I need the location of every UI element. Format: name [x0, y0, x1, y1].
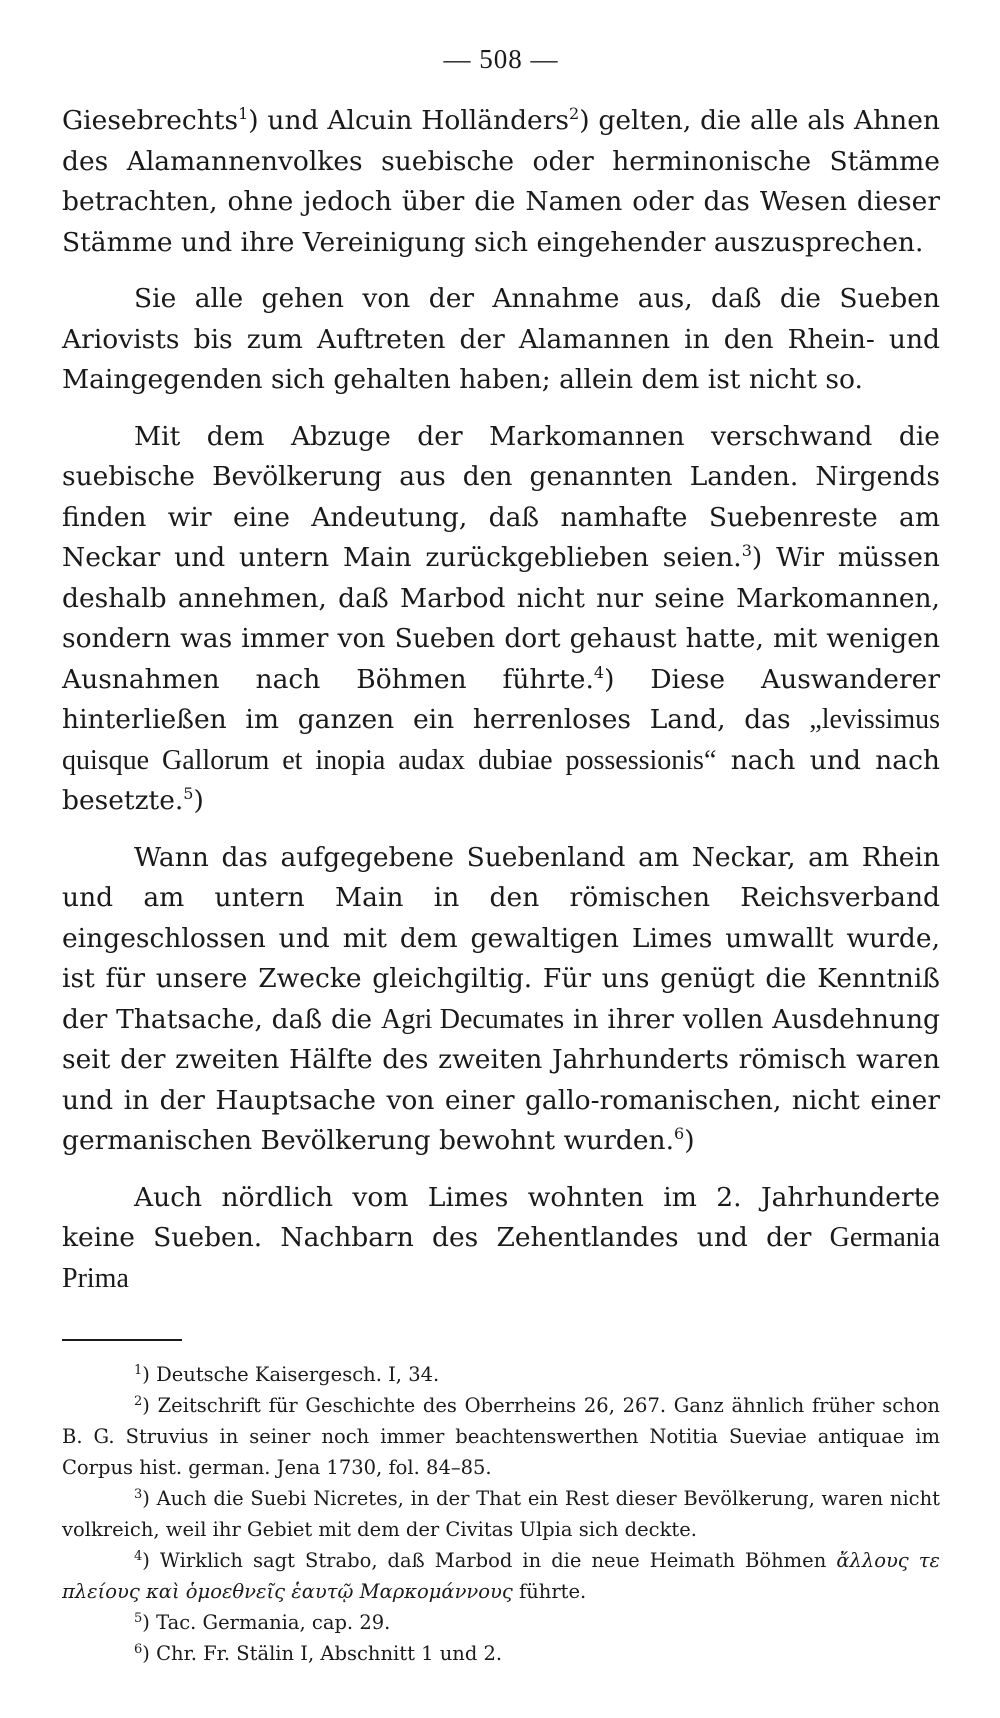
footnote-4-num: 4 — [134, 1549, 143, 1564]
body-text — [62, 101, 940, 1299]
footnote-4-text: ) Wirklich sagt Strabo, daß Marbod in die neue Heimath Böhmen — [142, 1549, 837, 1572]
paragraph-2: Sie alle gehen von der Annahme aus, daß die Sueben Ariovists bis zum Auftreten der Alamannen in den Rhein- und Maingegenden sich gehalten haben; allein dem ist nicht so. — [62, 283, 940, 395]
paragraph-1-text-a: Giesebrechts — [62, 105, 239, 136]
greek-quote: ἄλλους τε πλείους καὶ ὁμοεθνεῖς ἑαυτῷ Μαρκομάννους — [62, 1549, 940, 1603]
paragraph-3-text-e: ) — [193, 785, 204, 816]
footnote-3-text: ) Auch die Suebi Nicretes, in der That ein Rest dieser Bevölkerung, waren nicht volkreich, weil ihr Gebiet mit dem der Civitas Ulpia sich deckte. — [62, 1487, 940, 1541]
paragraph-3-text-a: Mit dem Abzuge der Markomannen verschwand die suebische Bevölkerung aus den genannten Landen. Nirgends finden wir eine Andeutung, daß namhafte Suebenreste am Neckar und untern Main zurückgeblieben seien. — [62, 420, 940, 573]
footnote-ref-5: 5 — [183, 784, 194, 803]
footnote-2 — [62, 1390, 940, 1483]
footnote-ref-2: 2 — [569, 104, 580, 123]
paragraph-5 — [62, 1178, 940, 1300]
footnote-divider — [62, 1339, 182, 1341]
footnote-4 — [62, 1545, 940, 1607]
footnote-1 — [62, 1359, 940, 1390]
footnote-ref-1: 1 — [238, 104, 249, 123]
paragraph-4-text-a: Wann das aufgegebene Suebenland am Neckar, am Rhein und am untern Main in den römischen Reichsverband eingeschlossen und mit dem gewaltigen Limes umwallt wurde, ist für unsere Zwecke gleichgiltig. Für uns genügt die Kenntniß der Thatsache, daß die — [62, 841, 940, 1035]
paragraph-5-text-a: Auch nördlich vom Limes wohnten im 2. Jahrhunderte keine Sueben. Nachbarn des Zehentlandes und der — [62, 1181, 940, 1253]
footnote-ref-3: 3 — [741, 541, 752, 560]
footnote-6 — [62, 1638, 940, 1669]
footnote-1-num: 1 — [134, 1363, 143, 1378]
paragraph-3 — [62, 417, 940, 822]
page-number: — 508 — — [443, 44, 559, 74]
footnote-2-num: 2 — [134, 1394, 143, 1409]
footnote-6-num: 6 — [134, 1642, 143, 1657]
paragraph-4 — [62, 838, 940, 1162]
footnote-5 — [62, 1607, 940, 1638]
paragraph-1-text-b: ) und Alcuin Holländers — [248, 105, 570, 136]
footnote-3 — [62, 1483, 940, 1545]
footnotes — [62, 1359, 940, 1669]
footnote-2-text: ) Zeitschrift für Geschichte des Oberrheins 26, 267. Ganz ähnlich früher schon B. G. Struvius in seiner noch immer beachtenswerthen Notitia Sueviae antiquae im Corpus hist. german. Jena 1730, fol. 84–85. — [62, 1394, 940, 1479]
paragraph-3-text-b: ) Wir müssen deshalb annehmen, daß Marbod nicht nur seine Markomannen, sondern was immer von Sueben dort gehaust hatte, mit wenigen Ausnahmen nach Böhmen führte. — [62, 542, 940, 695]
paragraph-1 — [62, 101, 940, 263]
footnote-5-num: 5 — [134, 1611, 143, 1626]
latin-quote: „levissimus quisque Gallorum et inopia audax dubiae possessionis“ — [62, 704, 940, 776]
paragraph-3-text-d: nach und nach besetzte. — [62, 744, 941, 816]
footnote-6-text: ) Chr. Fr. Stälin I, Abschnitt 1 und 2. — [142, 1642, 503, 1665]
paragraph-4-text-b: in ihrer vollen Ausdehnung seit der zweiten Hälfte des zweiten Jahrhunderts römisch waren und in der Hauptsache von einer gallo-romanischen, nicht einer germanischen Bevölkerung bewohnt wurden. — [62, 1003, 940, 1156]
footnote-1-text: ) Deutsche Kaisergesch. I, 34. — [142, 1363, 440, 1386]
latin-term-agri-decumates: Agri Decumates — [380, 1003, 565, 1035]
latin-term-germania-prima: Germania Prima — [62, 1222, 940, 1294]
paragraph-3-text-c: ) Diese Auswanderer hinterließen im ganzen ein herrenloses Land, das — [62, 663, 941, 735]
paragraph-1-text-c: ) gelten, die alle als Ahnen des Alamannenvolkes suebische oder herminonische Stämme betrachten, ohne jedoch über die Namen oder das Wesen dieser Stämme und ihre Vereinigung sich eingehender auszusprechen. — [62, 105, 940, 258]
footnote-4-tail: führte. — [512, 1580, 587, 1603]
footnote-ref-4: 4 — [593, 662, 605, 682]
footnote-3-num: 3 — [134, 1487, 143, 1502]
footnote-5-text: ) Tac. Germania, cap. 29. — [142, 1611, 391, 1634]
paragraph-4-text-c: ) — [684, 1125, 695, 1156]
footnote-ref-6: 6 — [674, 1124, 685, 1143]
